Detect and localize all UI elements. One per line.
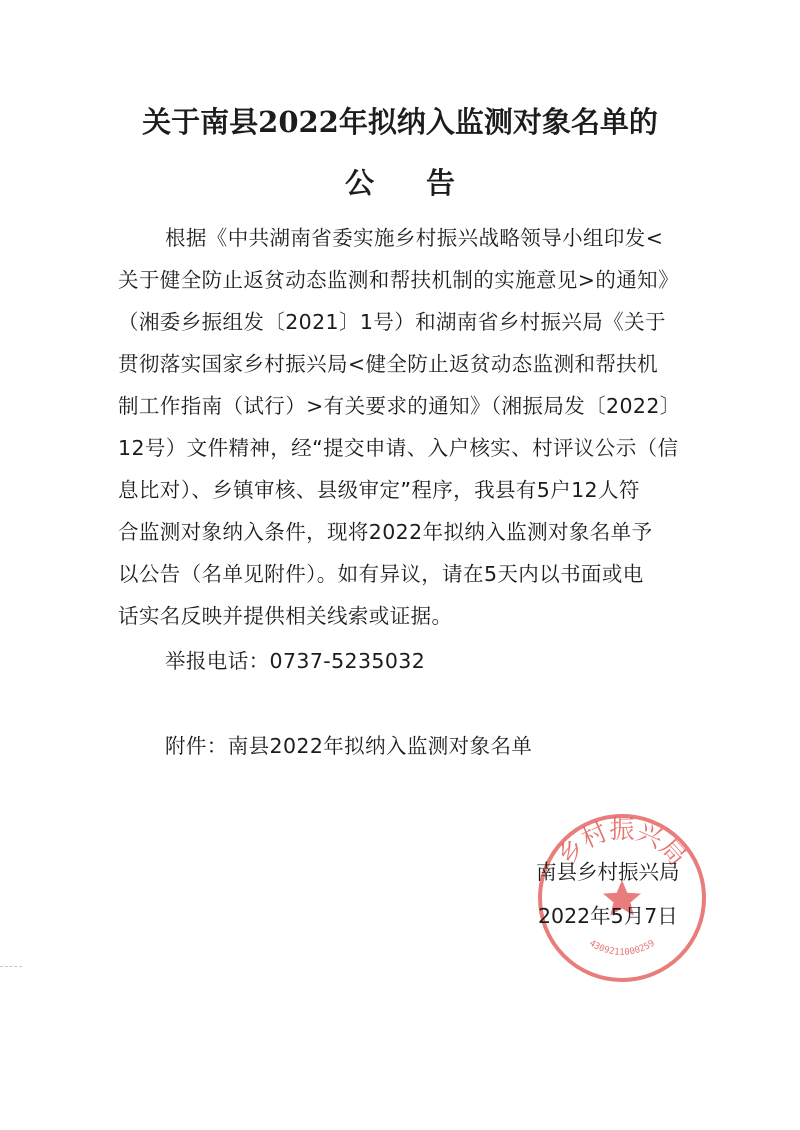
- signature-org: 南县乡村振兴局: [536, 860, 680, 884]
- body-line: （湘委乡振组发〔2021〕1号）和湖南省乡村振兴局《关于: [118, 310, 666, 334]
- body-line: 息比对）、乡镇审核、县级审定”程序，我县有5户12人符: [118, 478, 640, 502]
- body-line: 以公告（名单见附件）。如有异议，请在5天内以书面或电: [118, 562, 644, 586]
- signature-date: 2022年5月7日: [538, 904, 678, 928]
- scan-edge-mark: [0, 966, 22, 967]
- body-line: 话实名反映并提供相关线索或证据。: [118, 604, 453, 628]
- body-line: 12号）文件精神，经“提交申请、入户核实、村评议公示（信: [118, 436, 679, 460]
- body-line: 合监测对象纳入条件，现将2022年拟纳入监测对象名单予: [118, 520, 653, 544]
- seal-text: 乡村振兴局: [552, 815, 692, 872]
- attachment-note: 附件：南县2022年拟纳入监测对象名单: [165, 734, 533, 758]
- seal-code: 4309211000259: [587, 938, 657, 958]
- body-line: 贯彻落实国家乡村振兴局<健全防止返贫动态监测和帮扶机: [118, 352, 659, 376]
- document-title: 关于南县2022年拟纳入监测对象名单的: [142, 105, 658, 139]
- document-subtitle: 公告: [344, 166, 507, 200]
- body-line: 制工作指南（试行）>有关要求的通知》（湘振局发〔2022〕: [118, 394, 681, 418]
- hotline: 举报电话：0737-5235032: [165, 649, 426, 673]
- body-line: 关于健全防止返贫动态监测和帮扶机制的实施意见>的通知》: [118, 268, 679, 292]
- official-seal: [532, 808, 712, 988]
- body-line: 根据《中共湖南省委实施乡村振兴战略领导小组印发<: [165, 226, 664, 250]
